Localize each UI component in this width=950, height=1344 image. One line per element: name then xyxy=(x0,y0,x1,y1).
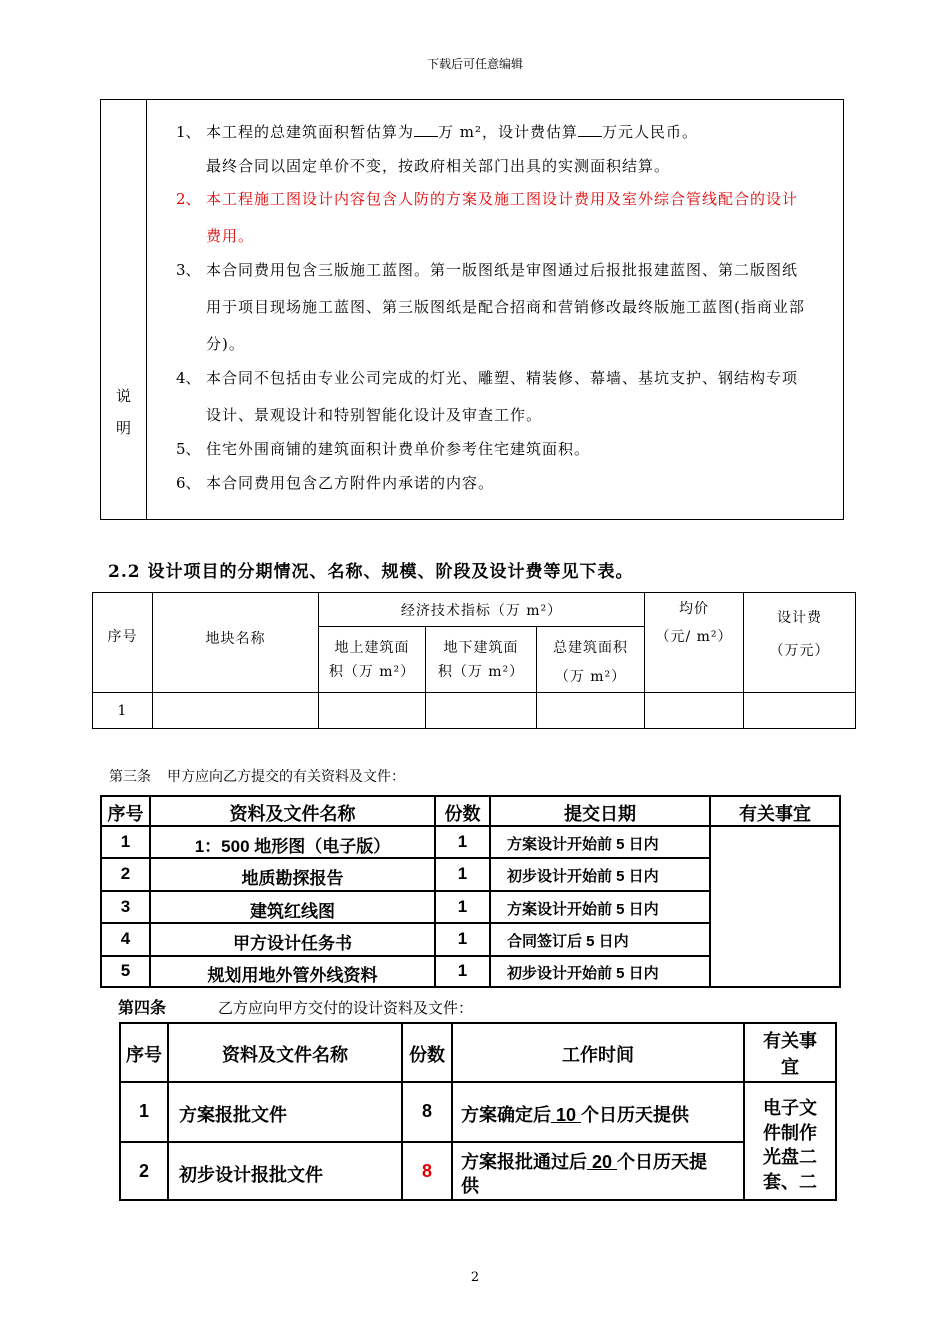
t4-hline xyxy=(119,1141,745,1143)
table-22 xyxy=(92,592,856,729)
t4-header-notes-1: 有关事 xyxy=(763,1031,817,1051)
t4-header-time: 工作时间 xyxy=(562,1045,634,1065)
t3-hline xyxy=(100,857,711,859)
t3-row-5-copies: 1 xyxy=(457,961,468,980)
t3-row-3-copies: 1 xyxy=(457,897,468,916)
note-3-line-1: 本合同费用包含三版施工蓝图。第一版图纸是审图通过后报批报建蓝图、第二版图纸 xyxy=(206,261,799,279)
t4-row-1-seq: 1 xyxy=(138,1101,149,1121)
t4-notes-line-4: 套、二 xyxy=(763,1172,817,1192)
t3-border xyxy=(100,795,841,797)
notes-divider xyxy=(146,100,147,519)
article-4-heading xyxy=(118,995,473,1018)
t4-hline xyxy=(119,1081,837,1083)
notes-label-char-1: 说 xyxy=(115,387,131,405)
note-3-number: 3、 xyxy=(176,261,201,279)
t4-border xyxy=(835,1022,837,1201)
note-3-line-2: 用于项目现场施工蓝图、第三版图纸是配合招商和营销修改最终版施工蓝图(指商业部 xyxy=(206,298,805,316)
t4-row-2-time-line-1 xyxy=(461,1148,707,1174)
t3-row-3-seq: 3 xyxy=(120,897,131,916)
t4-header-seq: 序号 xyxy=(126,1045,162,1065)
t4-row-2-name: 初步设计报批文件 xyxy=(179,1165,323,1185)
note-6-number: 6、 xyxy=(176,474,201,492)
t22-row-1-seq: 1 xyxy=(117,703,128,719)
note-1-line-1 xyxy=(206,121,698,142)
t4-notes-line-2: 件制作 xyxy=(763,1123,817,1143)
t4-header-copies: 份数 xyxy=(409,1045,445,1065)
note-2-line-2: 费用。 xyxy=(206,227,255,245)
article-3-number: 第三条 xyxy=(109,769,151,785)
t3-header-seq: 序号 xyxy=(107,804,144,824)
t3-row-1-seq: 1 xyxy=(120,832,131,851)
t22-header-fee-2: （万元） xyxy=(769,643,830,659)
t4-header-notes-2: 宜 xyxy=(781,1057,799,1077)
t22-header-total-2: （万 m²） xyxy=(554,669,627,685)
t4-border xyxy=(119,1022,837,1024)
blank-fee xyxy=(578,122,602,137)
t3-hline xyxy=(100,890,711,892)
t3-row-1-name: 1：500 地形图（电子版） xyxy=(194,837,391,856)
t3-row-1-date: 方案设计开始前 5 日内 xyxy=(507,836,659,853)
t3-header-name: 资料及文件名称 xyxy=(229,804,356,824)
t3-row-5-seq: 5 xyxy=(120,961,131,980)
t3-header-date: 提交日期 xyxy=(564,804,636,824)
note-1-line-2: 最终合同以固定单价不变，按政府相关部门出具的实测面积结算。 xyxy=(206,157,671,175)
note-4-line-2: 设计、景观设计和特别智能化设计及审查工作。 xyxy=(206,406,543,424)
article-3-heading xyxy=(109,766,405,786)
t4-row-2-seq: 2 xyxy=(138,1161,149,1181)
note-3-line-3: 分)。 xyxy=(206,335,245,353)
t4-row-2-time-days: 20 xyxy=(587,1152,618,1172)
t3-row-5-date: 初步设计开始前 5 日内 xyxy=(507,965,659,982)
header-note: 下载后可任意编辑 xyxy=(426,57,523,71)
note-6-line-1: 本合同费用包含乙方附件内承诺的内容。 xyxy=(206,474,495,492)
note-1-part-c: 万元人民币。 xyxy=(602,123,699,141)
notes-label-char-2: 明 xyxy=(115,419,131,437)
note-4-line-1: 本合同不包括由专业公司完成的灯光、雕塑、精装修、幕墙、基坑支护、钢结构专项 xyxy=(206,369,799,387)
t3-row-4-copies: 1 xyxy=(457,929,468,948)
t4-row-1-time-days: 10 xyxy=(551,1105,582,1125)
t4-row-2-time-line-2: 供 xyxy=(461,1176,479,1196)
t22-hline xyxy=(93,692,855,693)
t4-row-1-name: 方案报批文件 xyxy=(179,1105,287,1125)
t3-hline xyxy=(100,955,711,957)
t4-row-1-time-a: 方案确定后 xyxy=(461,1105,551,1125)
t3-border xyxy=(839,795,841,988)
t3-row-4-seq: 4 xyxy=(120,929,131,948)
t4-row-1-copies: 8 xyxy=(421,1101,432,1121)
t3-row-5-name: 规划用地外管外线资料 xyxy=(207,966,378,985)
t22-header-avg-2: （元/ m²） xyxy=(655,629,733,645)
t22-header-avg-1: 均价 xyxy=(679,601,709,617)
t3-row-2-name: 地质勘探报告 xyxy=(241,869,344,888)
t3-header-notes: 有关事宜 xyxy=(739,804,811,824)
note-5-number: 5、 xyxy=(176,440,201,458)
t22-header-above-2: 积（万 m²） xyxy=(328,664,416,680)
t4-header-name: 资料及文件名称 xyxy=(222,1045,348,1065)
note-1-number: 1、 xyxy=(176,123,201,141)
t3-row-1-copies: 1 xyxy=(457,832,468,851)
t3-row-3-name: 建筑红线图 xyxy=(250,902,335,921)
article-4-text: 乙方应向甲方交付的设计资料及文件： xyxy=(218,999,474,1017)
t22-header-fee-1: 设计费 xyxy=(777,610,822,626)
t3-row-2-copies: 1 xyxy=(457,864,468,883)
article-4-number: 第四条 xyxy=(118,1000,167,1017)
note-2-number: 2、 xyxy=(176,190,201,208)
t3-row-3-date: 方案设计开始前 5 日内 xyxy=(507,901,659,918)
note-4-number: 4、 xyxy=(176,369,201,387)
note-1-part-a: 本工程的总建筑面积暂估算为 xyxy=(206,123,415,141)
t22-header-seq: 序号 xyxy=(107,629,138,645)
table-article-4 xyxy=(119,1022,837,1201)
t22-header-below-1: 地下建筑面 xyxy=(443,640,519,656)
section-22-title: 2.2 设计项目的分期情况、名称、规模、阶段及设计费等见下表。 xyxy=(108,562,634,582)
t22-header-name: 地块名称 xyxy=(205,631,266,647)
t4-border xyxy=(119,1199,837,1201)
note-1-part-b: 万 m²，设计费估算 xyxy=(438,123,579,141)
t3-header-copies: 份数 xyxy=(444,804,481,824)
note-5-line-1: 住宅外围商铺的建筑面积计费单价参考住宅建筑面积。 xyxy=(206,440,591,458)
t4-notes-line-3: 光盘二 xyxy=(763,1147,817,1167)
article-3-text: 甲方应向乙方提交的有关资料及文件： xyxy=(167,769,405,785)
t3-row-2-seq: 2 xyxy=(120,864,131,883)
t3-row-2-date: 初步设计开始前 5 日内 xyxy=(507,868,659,885)
t4-row-1-time xyxy=(461,1101,689,1127)
t22-header-below-2: 积（万 m²） xyxy=(437,664,525,680)
t4-notes-line-1: 电子文 xyxy=(763,1098,817,1118)
t22-hline xyxy=(318,626,644,627)
t3-border xyxy=(100,986,841,988)
t4-row-2-time-b: 个日历天提 xyxy=(617,1152,708,1172)
t3-row-4-date: 合同签订后 5 日内 xyxy=(507,933,629,950)
t22-header-total-1: 总建筑面积 xyxy=(553,640,628,656)
note-2-line-1: 本工程施工图设计内容包含人防的方案及施工图设计费用及室外综合管线配合的设计 xyxy=(206,190,799,208)
t3-row-4-name: 甲方设计任务书 xyxy=(233,934,352,953)
t4-row-2-copies: 8 xyxy=(421,1161,432,1181)
t22-header-econ: 经济技术指标（万 m²） xyxy=(400,603,563,619)
t4-row-1-time-b: 个日历天提供 xyxy=(581,1105,690,1125)
t3-hline xyxy=(100,922,711,924)
notes-label xyxy=(101,380,146,444)
t22-header-above-1: 地上建筑面 xyxy=(334,640,410,656)
table-article-3 xyxy=(100,795,841,988)
t22-vline xyxy=(152,593,153,728)
t4-row-2-time-a: 方案报批通过后 xyxy=(461,1152,587,1172)
blank-area xyxy=(414,122,438,137)
page-number: 2 xyxy=(470,1270,480,1285)
